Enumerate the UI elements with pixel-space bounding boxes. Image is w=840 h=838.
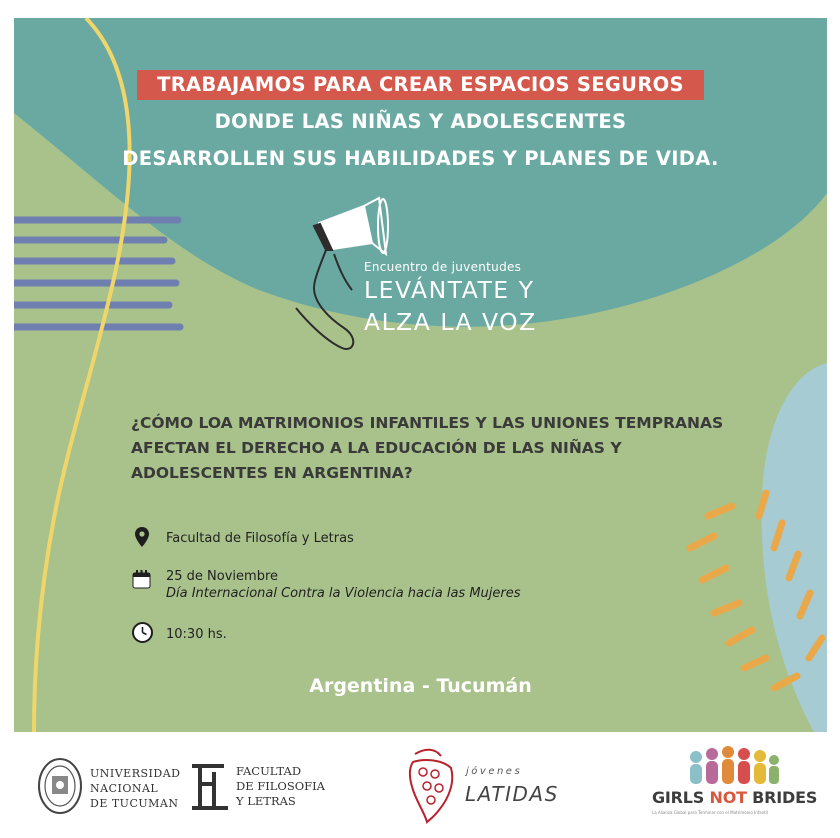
- unt-line-3: DE TUCUMAN: [90, 797, 179, 810]
- unt-name: [90, 766, 180, 811]
- ffl-name: [236, 764, 325, 809]
- occasion-text: Día Internacional Contra la Violencia hacia las Mujeres: [166, 586, 521, 601]
- latidas-label: LATIDAS: [465, 782, 559, 806]
- location-text: Facultad de Filosofía y Letras: [166, 531, 354, 546]
- clock-icon: [132, 622, 153, 643]
- headline-line-2: DONDE LAS NIÑAS Y ADOLESCENTES: [214, 110, 627, 133]
- unt-line-2: NACIONAL: [90, 782, 159, 795]
- gnb-tagline: La Alianza Global para Terminar con el Matrimonio Infantil: [652, 810, 768, 815]
- gnb-part-2: NOT: [709, 788, 747, 807]
- event-logo-line-2: ALZA LA VOZ: [364, 308, 537, 336]
- unt-line-1: UNIVERSIDAD: [90, 767, 181, 780]
- date-info: [166, 568, 521, 602]
- grape-icon: [405, 748, 461, 824]
- poster: [14, 18, 827, 732]
- gnb-part-1: GIRLS: [652, 788, 710, 807]
- ffl-line-2: DE FILOSOFIA: [236, 779, 325, 793]
- location-pin-icon: [135, 527, 149, 547]
- girls-not-brides-wordmark: [652, 788, 817, 807]
- headline-line-1: TRABAJAMOS PARA CREAR ESPACIOS SEGUROS: [137, 70, 704, 100]
- headline: [14, 66, 827, 177]
- date-text: 25 de Noviembre: [166, 569, 279, 584]
- time-text: 10:30 hs.: [166, 627, 227, 642]
- calendar-icon: [132, 570, 151, 589]
- gnb-part-3: BRIDES: [746, 788, 818, 807]
- event-logo: [364, 260, 537, 338]
- event-logo-subtitle: Encuentro de juventudes: [364, 260, 522, 274]
- event-logo-line-1: LEVÁNTATE Y: [364, 276, 535, 304]
- stripes-decoration: [14, 220, 180, 327]
- ffl-line-3: Y LETRAS: [236, 794, 296, 808]
- headline-line-3: DESARROLLEN SUS HABILIDADES Y PLANES DE VIDA.: [122, 147, 719, 170]
- ffl-line-1: FACULTAD: [236, 764, 302, 778]
- unt-seal-icon: [38, 758, 82, 814]
- ffl-monogram-icon: [188, 762, 232, 812]
- jovenes-label: jóvenes: [466, 766, 523, 777]
- sponsor-logos: [0, 732, 840, 838]
- event-place: Argentina - Tucumán: [309, 675, 532, 697]
- event-question: ¿CÓMO LOA MATRIMONIOS INFANTILES Y LAS UNIONES TEMPRANAS AFECTAN EL DERECHO A LA EDUCACIÓN DE LAS NIÑAS Y ADOLESCENTES EN ARGENTINA?: [131, 414, 724, 482]
- girls-not-brides-figures-icon: [684, 744, 780, 786]
